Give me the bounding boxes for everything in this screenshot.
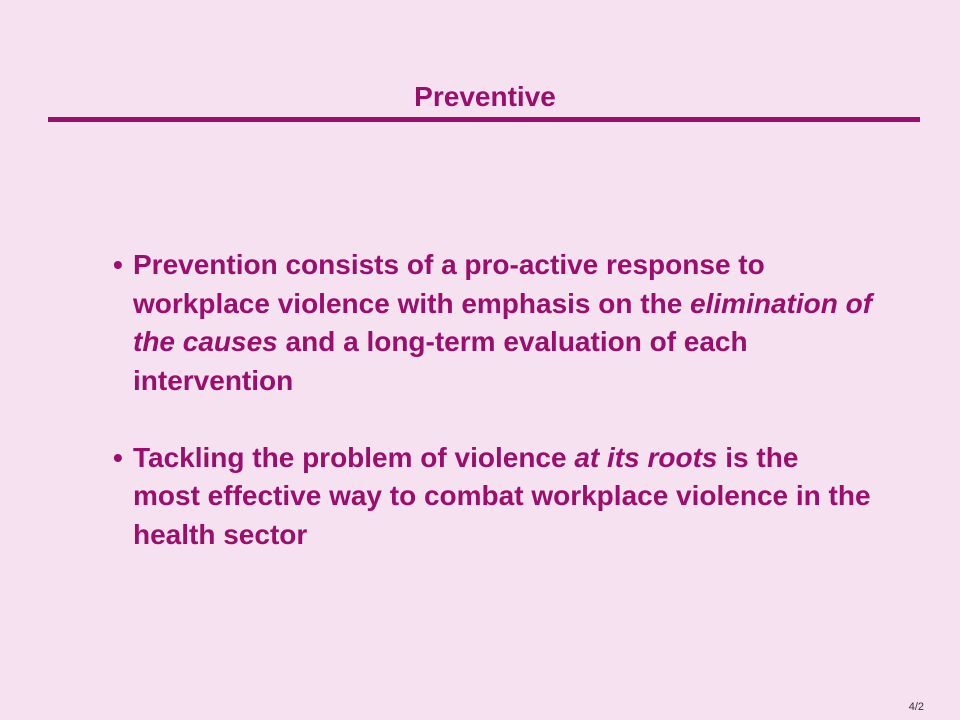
slide-title: Preventive [414, 81, 556, 112]
bullet-text-segment: and a long-term evaluation of each intervention [133, 326, 748, 396]
bullet-item-2 [113, 439, 873, 555]
bullet-emphasis: at its roots [574, 441, 718, 473]
bullet-text-segment: Prevention consists of a pro-active response to workplace violence with emphasis on the [133, 249, 765, 319]
bullet-marker: • [113, 249, 123, 280]
title-divider [48, 117, 920, 122]
bullet-marker: • [113, 441, 123, 473]
bullet-emphasis: elimination of the causes [133, 287, 873, 357]
page-number: 4/2 [908, 701, 924, 713]
bullet-text-segment: Tackling the problem of violence [133, 441, 575, 473]
bullet-spacer [113, 400, 873, 439]
bullet-list [113, 246, 873, 554]
bullet-text-segment: is the most effective way to combat workplace violence in the health sector [133, 441, 871, 550]
bullet-item-1 [113, 246, 873, 400]
